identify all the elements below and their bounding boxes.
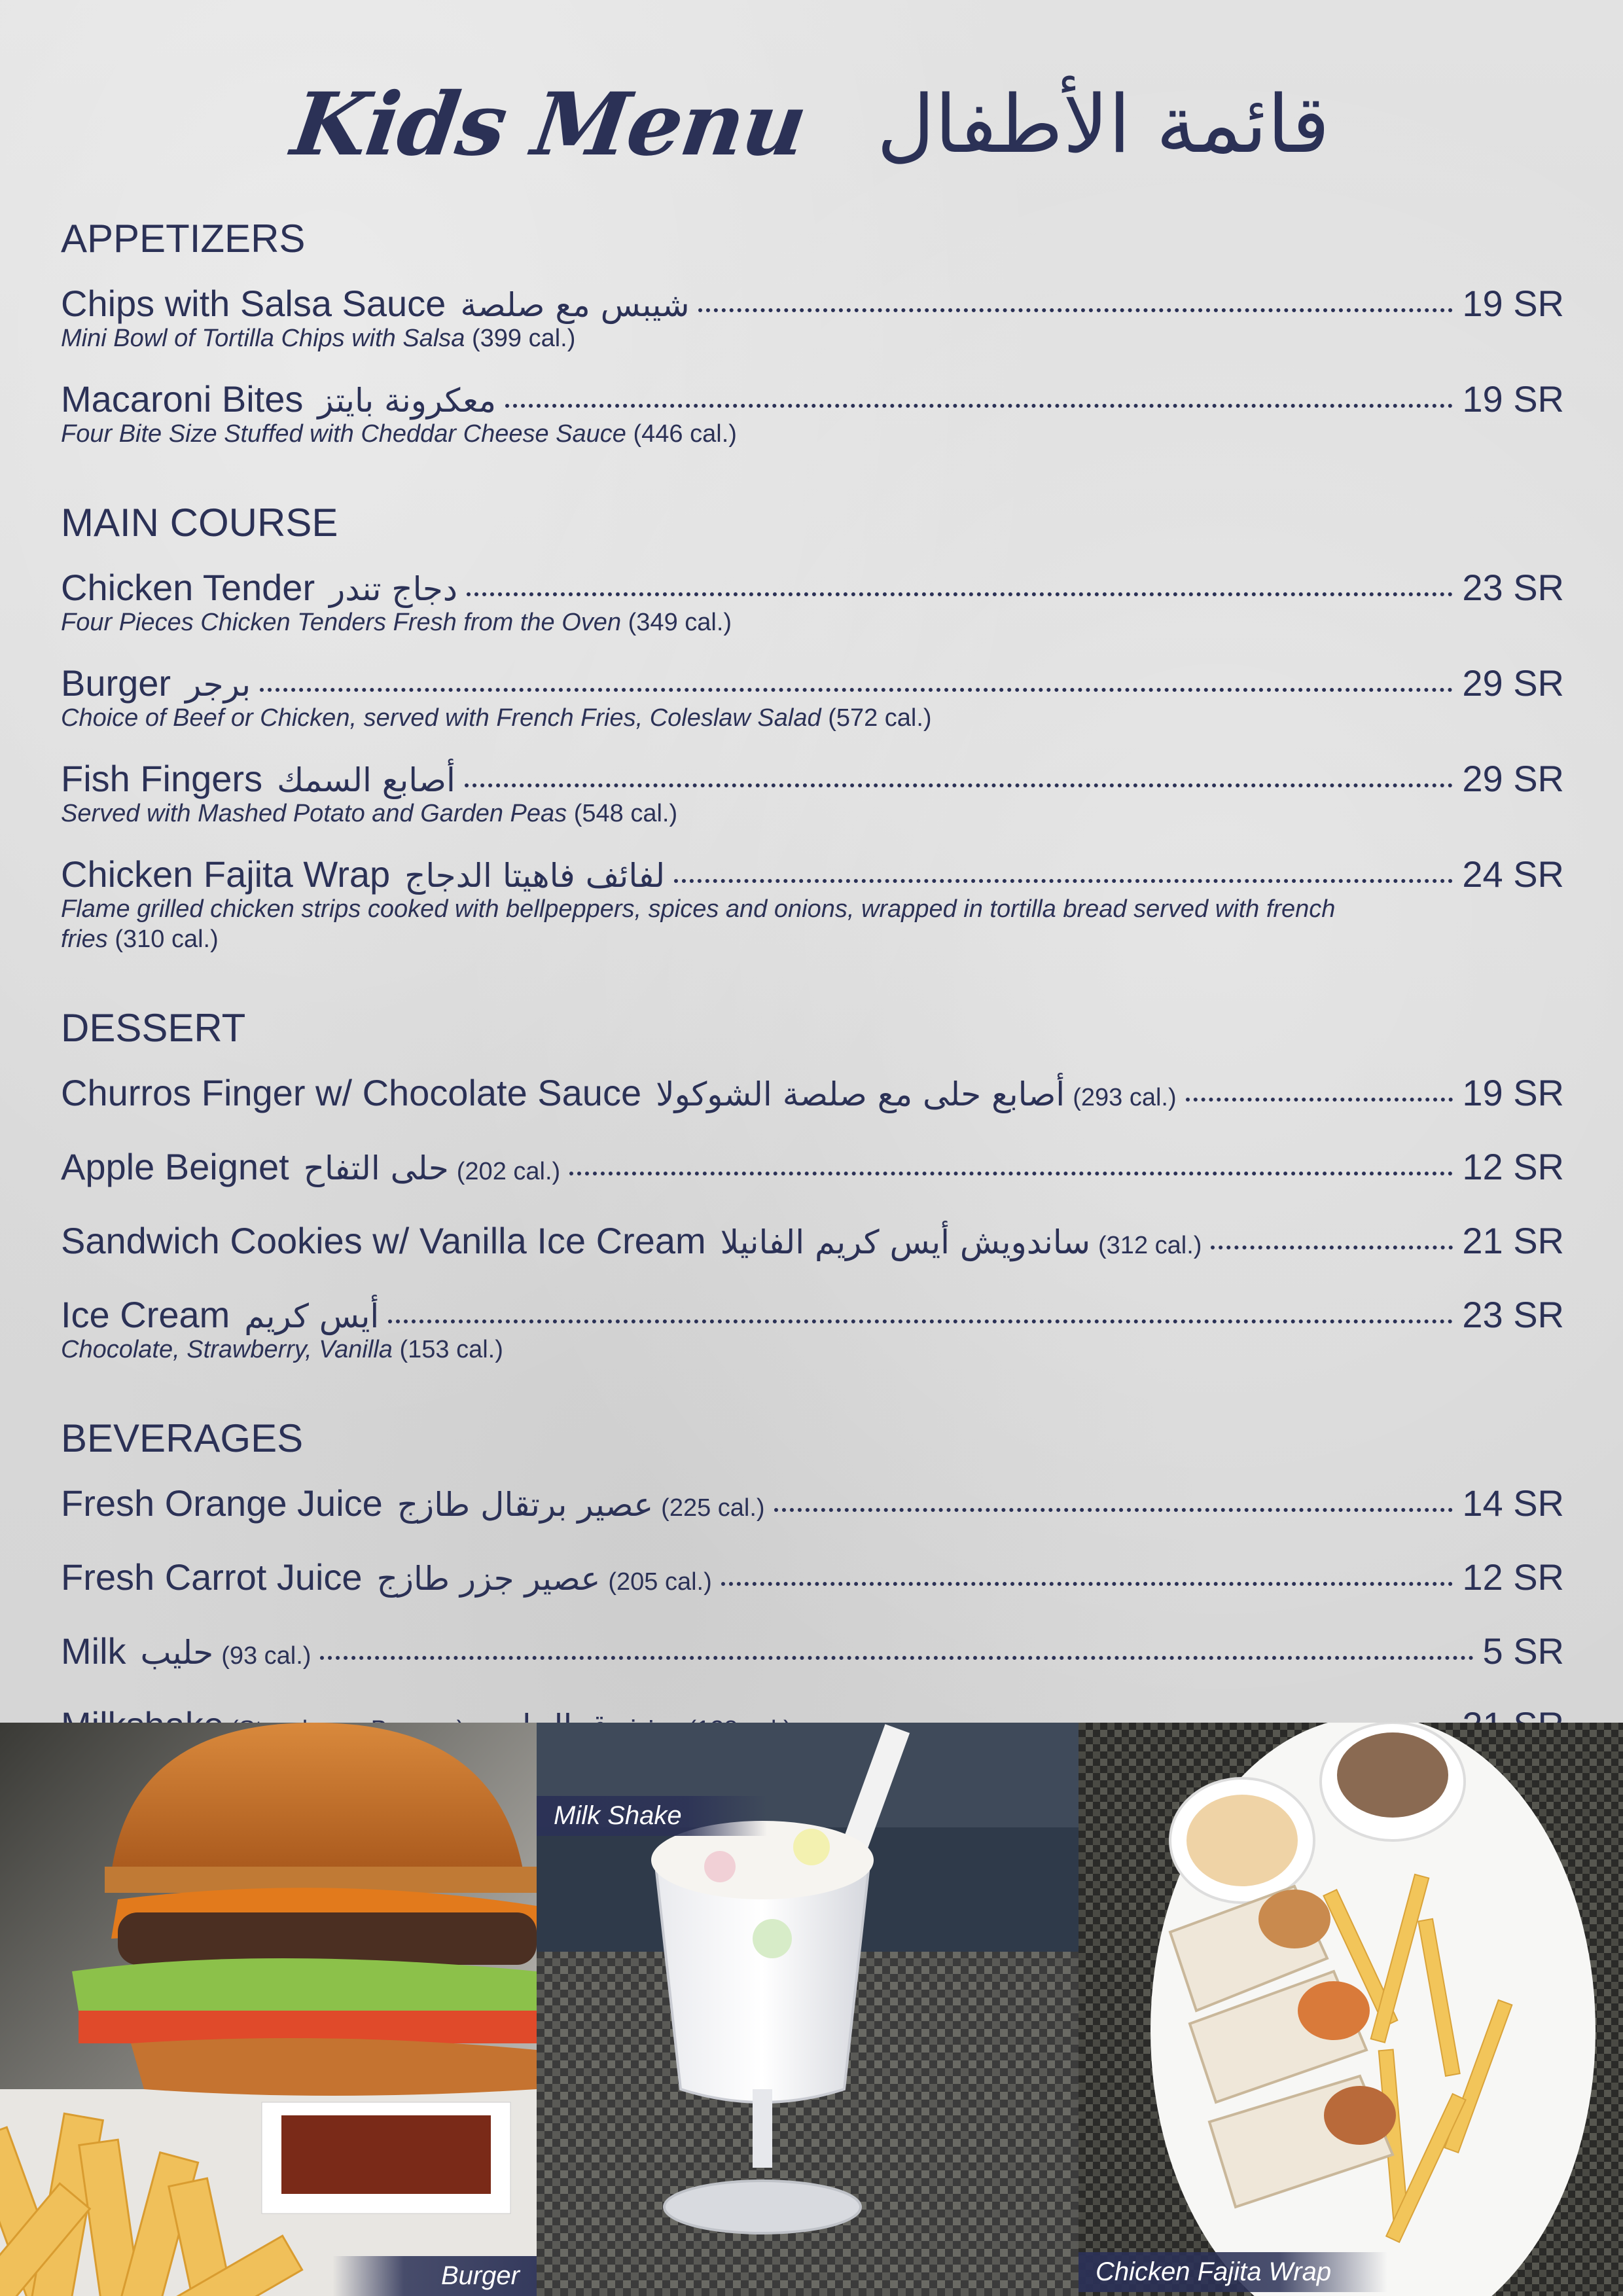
item-calories: (93 cal.) [221, 1642, 312, 1670]
item-price: 23 SR [1462, 1294, 1564, 1335]
item-name-arabic: حلى التفاح [303, 1149, 449, 1187]
menu-item [61, 660, 1564, 733]
menu-item [61, 564, 1564, 637]
menu-item-row [61, 851, 1564, 899]
item-description-calories: (310 cal.) [115, 925, 219, 953]
item-name-arabic: لفائف فاهيتا الدجاج [404, 857, 666, 895]
item-name: Milk [61, 1630, 126, 1672]
item-price: 19 SR [1462, 283, 1564, 324]
menu-item [61, 1069, 1564, 1121]
dot-leader [320, 1649, 1473, 1660]
item-description-calories: (349 cal.) [628, 609, 732, 636]
page-header [0, 62, 1623, 187]
item-name-arabic: معكرونة بايتز [317, 382, 496, 420]
dot-leader [1211, 1239, 1453, 1249]
item-name: Chicken Tender [61, 567, 315, 608]
item-name-arabic: شيبس مع صلصة [460, 286, 690, 324]
photo-caption-milkshake: Milk Shake [537, 1796, 767, 1836]
item-price: 14 SR [1462, 1482, 1564, 1524]
item-name: Fish Fingers [61, 758, 263, 799]
dot-leader [505, 397, 1453, 408]
menu-item [61, 280, 1564, 353]
item-name-arabic: ساندويش أيس كريم الفانيلا [720, 1223, 1091, 1261]
item-price: 5 SR [1482, 1630, 1564, 1672]
section-title: DESSERT [61, 1006, 246, 1050]
item-name: Macaroni Bites [61, 378, 304, 420]
menu-item-row [61, 1291, 1564, 1340]
item-calories: (225 cal.) [661, 1494, 765, 1522]
menu-item-row [61, 660, 1564, 708]
menu-item-row [61, 280, 1564, 329]
item-price: 19 SR [1462, 378, 1564, 420]
item-price: 29 SR [1462, 662, 1564, 704]
dot-leader [569, 1165, 1453, 1175]
dot-leader [388, 1313, 1453, 1323]
item-name: Burger [61, 662, 171, 704]
dot-leader [721, 1575, 1454, 1586]
item-price: 19 SR [1462, 1072, 1564, 1113]
menu-item-row [61, 1628, 1564, 1679]
item-description [61, 703, 1370, 733]
item-description-text: Four Pieces Chicken Tenders Fresh from the Oven [61, 609, 622, 636]
item-name: Ice Cream [61, 1294, 230, 1335]
dot-leader [260, 681, 1453, 692]
title-english: Kids Menu [286, 73, 812, 175]
item-description [61, 323, 1370, 353]
item-description [61, 894, 1370, 954]
item-name-arabic: عصير جزر طازج [376, 1560, 601, 1598]
menu-item [61, 755, 1564, 829]
dot-leader [774, 1501, 1454, 1512]
section-title: APPETIZERS [61, 217, 306, 260]
item-name: Chicken Fajita Wrap [61, 853, 391, 895]
menu-item [61, 851, 1564, 954]
menu-item [61, 1554, 1564, 1605]
item-price: 24 SR [1462, 853, 1564, 895]
dot-leader [1186, 1091, 1454, 1102]
item-price: 23 SR [1462, 567, 1564, 608]
item-description [61, 419, 1370, 449]
fajita-wrap-photo [1079, 1723, 1623, 2296]
item-description-text: Flame grilled chicken strips cooked with bellpeppers, spices and onions, wrapped in tortilla bread served with french fries [61, 895, 1336, 953]
item-description-text: Chocolate, Strawberry, Vanilla [61, 1336, 393, 1363]
menu-item-row [61, 1069, 1564, 1121]
item-name: Fresh Orange Juice [61, 1482, 383, 1524]
item-price: 21 SR [1462, 1220, 1564, 1261]
menu-item [61, 1217, 1564, 1269]
item-description-calories: (153 cal.) [399, 1336, 503, 1363]
item-price: 12 SR [1462, 1146, 1564, 1187]
menu-item [61, 1291, 1564, 1365]
item-name-arabic: أصابع حلى مع صلصة الشوكولا [656, 1075, 1065, 1113]
item-price: 29 SR [1462, 758, 1564, 799]
item-name-arabic: أيس كريم [244, 1297, 380, 1335]
section-title: BEVERAGES [61, 1416, 304, 1460]
menu-section [61, 500, 1564, 954]
item-price: 12 SR [1462, 1556, 1564, 1598]
menu-item-row [61, 1480, 1564, 1532]
item-name-arabic: حليب [140, 1634, 214, 1672]
item-description-text: Served with Mashed Potato and Garden Peas [61, 800, 567, 827]
menu-item-row [61, 564, 1564, 613]
menu-section [61, 216, 1564, 449]
dot-leader [674, 872, 1453, 883]
burger-photo [0, 1723, 537, 2296]
item-description [61, 798, 1370, 829]
item-calories: (293 cal.) [1073, 1084, 1177, 1111]
menu-item [61, 1480, 1564, 1532]
menu-item-row [61, 1217, 1564, 1269]
item-name: Sandwich Cookies w/ Vanilla Ice Cream [61, 1220, 706, 1261]
item-name: Chips with Salsa Sauce [61, 283, 446, 324]
item-description [61, 607, 1370, 637]
item-name: Churros Finger w/ Chocolate Sauce [61, 1072, 642, 1113]
menu-list [61, 216, 1564, 1804]
menu-item-row [61, 755, 1564, 804]
item-description-text: Choice of Beef or Chicken, served with French Fries, Coleslaw Salad [61, 704, 821, 732]
menu-section [61, 1416, 1564, 1753]
dot-leader [465, 777, 1453, 787]
photo-strip [0, 1723, 1623, 2296]
item-description-calories: (446 cal.) [633, 420, 737, 448]
milkshake-photo [537, 1723, 1079, 2296]
item-name-arabic: دجاج تندر [329, 570, 458, 608]
item-name-arabic: عصير برتقال طازج [397, 1486, 654, 1524]
section-title: MAIN COURSE [61, 501, 338, 545]
item-description-text: Mini Bowl of Tortilla Chips with Salsa [61, 325, 465, 352]
item-name: Fresh Carrot Juice [61, 1556, 363, 1598]
item-description [61, 1335, 1370, 1365]
menu-item [61, 1143, 1564, 1195]
item-calories: (312 cal.) [1098, 1232, 1202, 1259]
menu-item [61, 376, 1564, 449]
item-name: Apple Beignet [61, 1146, 289, 1187]
menu-item-row [61, 376, 1564, 424]
item-calories: (202 cal.) [456, 1158, 561, 1185]
photo-caption-fajita-wrap: Chicken Fajita Wrap [1079, 2252, 1387, 2292]
dot-leader [698, 302, 1453, 312]
item-calories: (205 cal.) [608, 1568, 712, 1596]
title-arabic: قائمة الأطفال [876, 78, 1330, 171]
item-name-arabic: أصابع السمك [277, 761, 455, 799]
photo-caption-burger: Burger [332, 2256, 537, 2296]
menu-item [61, 1628, 1564, 1679]
item-name-arabic: برجر [185, 666, 251, 704]
item-description-calories: (548 cal.) [573, 800, 678, 827]
menu-item-row [61, 1143, 1564, 1195]
menu-section [61, 1005, 1564, 1365]
item-description-calories: (399 cal.) [471, 325, 576, 352]
item-description-text: Four Bite Size Stuffed with Cheddar Cheese Sauce [61, 420, 626, 448]
menu-item-row [61, 1554, 1564, 1605]
item-description-calories: (572 cal.) [828, 704, 932, 732]
dot-leader [467, 586, 1453, 596]
